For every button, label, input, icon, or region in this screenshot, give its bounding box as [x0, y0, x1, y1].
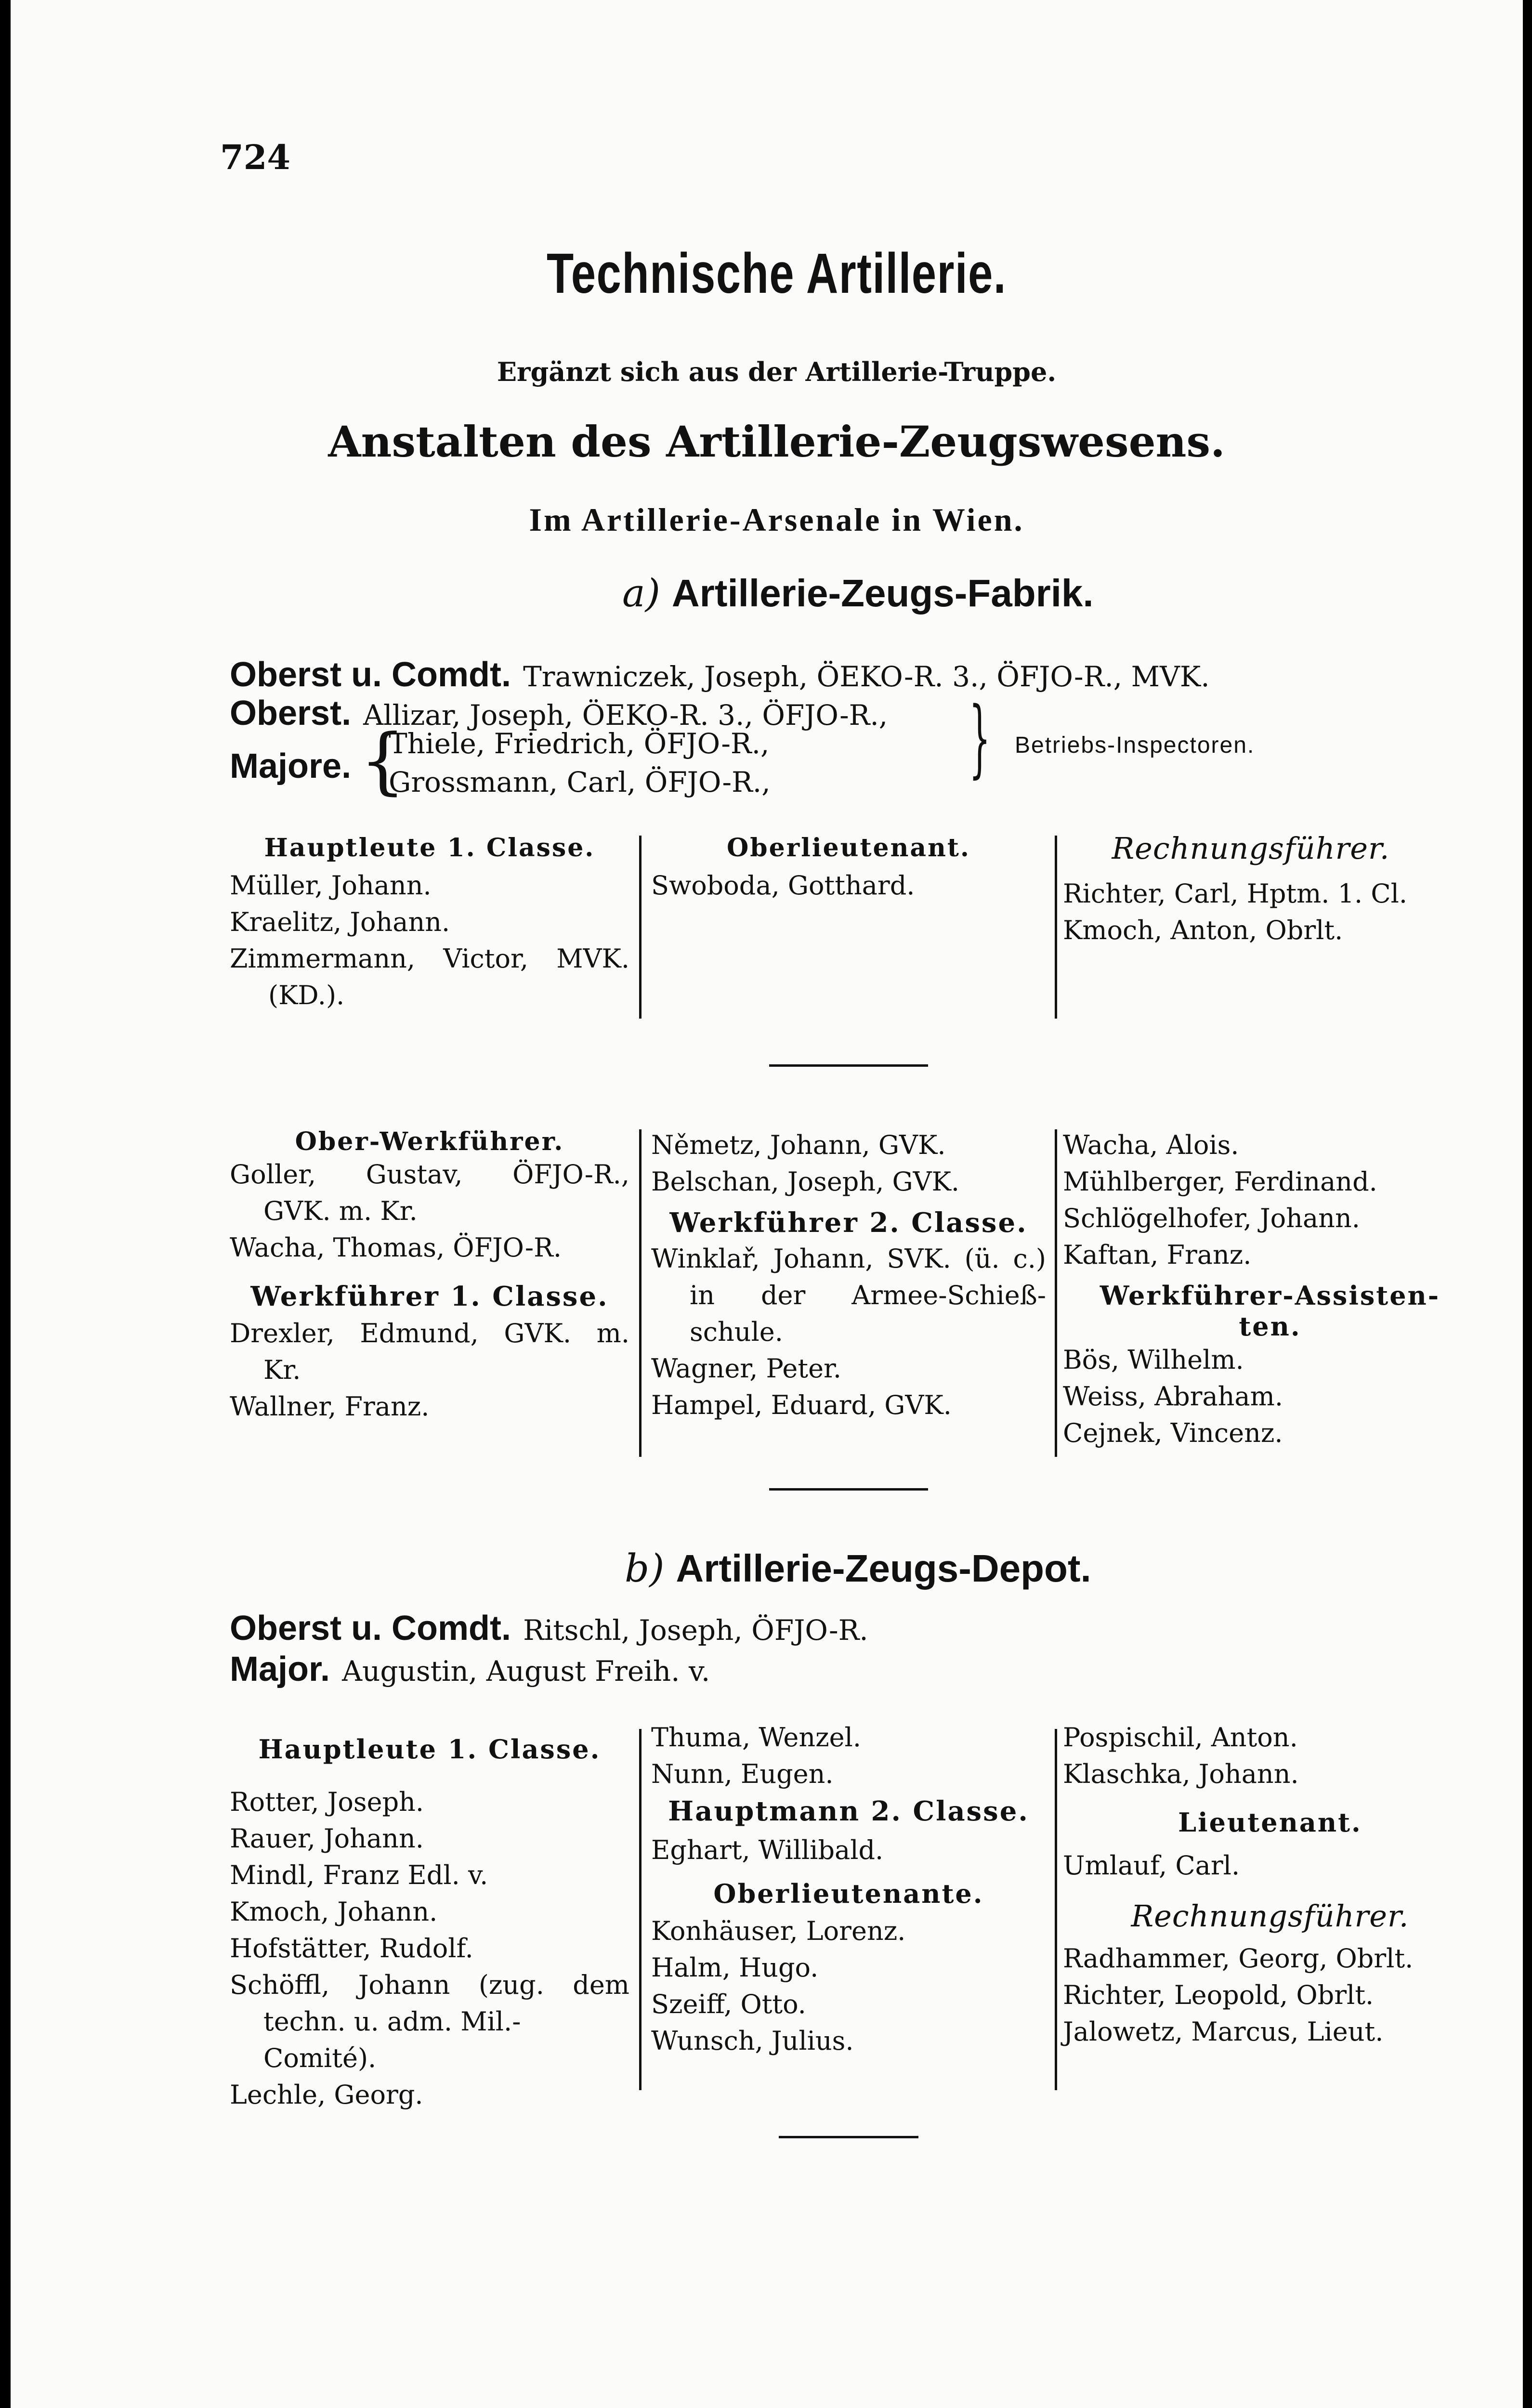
column-heading: Werkführer 1. Classe.	[250, 1281, 609, 1312]
list-item: Wallner, Franz.	[230, 1391, 430, 1422]
table-a1-col-3	[1063, 831, 1439, 949]
list-item: schule.	[690, 1317, 783, 1347]
column-heading: Ober-Werkführer.	[295, 1127, 564, 1156]
column-heading: Hauptleute 1. Classe.	[258, 1734, 601, 1765]
divider-rule	[779, 2136, 918, 2138]
commander-name: Trawniczek, Joseph, ÖEKO-R. 3., ÖFJO-R., MVK.	[523, 660, 1210, 693]
list-item: Goller, Gustav, ÖFJO-R.,	[230, 1159, 629, 1190]
section-a-label: Artillerie-Zeugs-Fabrik.	[671, 572, 1094, 615]
list-item: Němetz, Johann, GVK.	[651, 1130, 946, 1160]
left-brace: {	[360, 719, 406, 803]
list-item: Rotter, Joseph.	[230, 1787, 424, 1817]
list-item: Kmoch, Anton, Obrlt.	[1063, 915, 1343, 945]
list-item: Konhäuser, Lorenz.	[651, 1916, 906, 1946]
commander-name: Ritschl, Joseph, ÖFJO-R.	[523, 1614, 868, 1647]
list-item: Szeiff, Otto.	[651, 1989, 806, 2019]
list-item: Klaschka, Johann.	[1063, 1759, 1299, 1789]
major-rank: Major.	[230, 1650, 330, 1688]
document-page	[11, 0, 1523, 2408]
major-name-2: Grossmann, Carl, ÖFJO-R.,	[389, 766, 771, 798]
list-item: Richter, Leopold, Obrlt.	[1063, 1980, 1374, 2010]
list-item: (KD.).	[268, 980, 345, 1010]
list-item: Wagner, Peter.	[651, 1353, 842, 1384]
list-item: Kaftan, Franz.	[1063, 1240, 1252, 1270]
list-item: Drexler, Edmund, GVK. m.	[230, 1318, 629, 1348]
divider-rule	[769, 1064, 928, 1067]
column-divider	[639, 836, 642, 1019]
list-item: GVK. m. Kr.	[263, 1196, 418, 1226]
column-heading: Werkführer-Assisten-	[1100, 1280, 1440, 1311]
page-number: 724	[220, 137, 291, 177]
list-item: Umlauf, Carl.	[1063, 1850, 1240, 1881]
column-heading: Rechnungsführer.	[1112, 831, 1390, 866]
list-item: Nunn, Eugen.	[651, 1759, 834, 1789]
list-item: Zimmermann, Victor, MVK.	[230, 943, 629, 974]
subtitle: Ergänzt sich aus der Artillerie-Truppe.	[497, 356, 1057, 387]
list-item: Winklař, Johann, SVK. (ü. c.)	[651, 1243, 1046, 1274]
section-b-label: Artillerie-Zeugs-Depot.	[676, 1547, 1091, 1590]
list-item: Wacha, Thomas, ÖFJO-R.	[230, 1232, 562, 1263]
section-b-letter: b)	[625, 1546, 665, 1591]
list-item: Richter, Carl, Hptm. 1. Cl.	[1063, 878, 1408, 909]
page-title: Technische Artillerie.	[546, 242, 1007, 305]
column-heading-continued: ten.	[1239, 1311, 1301, 1342]
table-a2-col-3	[1063, 1127, 1477, 1452]
institution-heading: Anstalten des Artillerie-Zeugswesens.	[328, 417, 1225, 467]
table-a1-col-1	[230, 833, 629, 1014]
table-a2-col-2	[651, 1127, 1046, 1424]
list-item: Wunsch, Julius.	[651, 2026, 854, 2056]
list-item: Swoboda, Gotthard.	[651, 870, 915, 901]
list-item: Lechle, Georg.	[230, 2080, 423, 2110]
column-heading: Rechnungsführer.	[1131, 1898, 1409, 1934]
list-item: Thuma, Wenzel.	[651, 1722, 861, 1753]
commander-rank: Oberst u. Comdt.	[230, 1609, 511, 1648]
section-a-letter: a)	[622, 571, 660, 615]
list-item: Hofstätter, Rudolf.	[230, 1933, 473, 1963]
column-heading: Oberlieutenante.	[713, 1878, 984, 1909]
commander-rank: Oberst u. Comdt.	[230, 655, 511, 694]
column-divider	[1055, 1729, 1057, 2090]
column-heading: Lieutenant.	[1178, 1807, 1362, 1838]
right-brace: }	[969, 689, 991, 787]
majore-rank: Majore.	[230, 747, 352, 785]
major-name-1: Thiele, Friedrich, ÖFJO-R.,	[389, 727, 770, 760]
column-divider	[1055, 1129, 1057, 1457]
commander-line-b	[230, 1609, 868, 1648]
list-item: Müller, Johann.	[230, 870, 432, 901]
list-item: Mindl, Franz Edl. v.	[230, 1860, 488, 1890]
oberst-rank: Oberst.	[230, 694, 352, 733]
table-a2-col-1	[230, 1127, 629, 1425]
list-item: Kmoch, Johann.	[230, 1897, 438, 1927]
section-a-title	[622, 571, 1094, 615]
oberst-name: Allizar, Joseph, ÖEKO-R. 3., ÖFJO-R.,	[363, 699, 888, 732]
table-b-col-2	[651, 1719, 1046, 2059]
list-item: techn. u. adm. Mil.-Comité).	[263, 2006, 521, 2073]
table-b-col-1	[230, 1734, 629, 2113]
list-item: Wacha, Alois.	[1063, 1130, 1239, 1160]
table-b-col-3	[1063, 1719, 1477, 2050]
location-heading: Im Artillerie-Arsenale in Wien.	[529, 501, 1024, 538]
list-item: Schlögelhofer, Johann.	[1063, 1203, 1360, 1233]
section-b-title	[625, 1546, 1091, 1591]
list-item: Hampel, Eduard, GVK.	[651, 1390, 952, 1420]
list-item: in der Armee-Schieß-	[690, 1280, 1046, 1310]
column-heading: Oberlieutenant.	[726, 833, 971, 863]
list-item: Pospischil, Anton.	[1063, 1722, 1298, 1753]
list-item: Radhammer, Georg, Obrlt.	[1063, 1943, 1414, 1974]
commander-line	[230, 655, 1210, 694]
column-heading: Werkführer 2. Classe.	[669, 1207, 1028, 1239]
list-item: Schöffl, Johann (zug. dem	[230, 1970, 629, 2000]
list-item: Bös, Wilhelm.	[1063, 1345, 1244, 1375]
list-item: Belschan, Joseph, GVK.	[651, 1166, 960, 1197]
list-item: Mühlberger, Ferdinand.	[1063, 1166, 1377, 1197]
list-item: Rauer, Johann.	[230, 1823, 424, 1854]
list-item: Eghart, Willibald.	[651, 1835, 884, 1865]
column-divider	[639, 1729, 642, 2090]
column-divider	[1055, 836, 1057, 1019]
divider-rule	[769, 1488, 928, 1491]
major-line-b	[230, 1649, 710, 1689]
inspectors-note: Betriebs-Inspectoren.	[1015, 733, 1255, 758]
list-item: Halm, Hugo.	[651, 1952, 819, 1983]
major-name: Augustin, August Freih. v.	[342, 1655, 710, 1688]
list-item: Weiss, Abraham.	[1063, 1381, 1283, 1412]
list-item: Kr.	[263, 1355, 301, 1385]
column-heading: Hauptleute 1. Classe.	[264, 833, 595, 863]
list-item: Kraelitz, Johann.	[230, 907, 450, 937]
table-a1-col-2	[651, 833, 1046, 904]
column-heading: Hauptmann 2. Classe.	[668, 1795, 1029, 1827]
list-item: Cejnek, Vincenz.	[1063, 1418, 1283, 1448]
column-divider	[639, 1129, 642, 1457]
list-item: Jalowetz, Marcus, Lieut.	[1063, 2016, 1384, 2047]
